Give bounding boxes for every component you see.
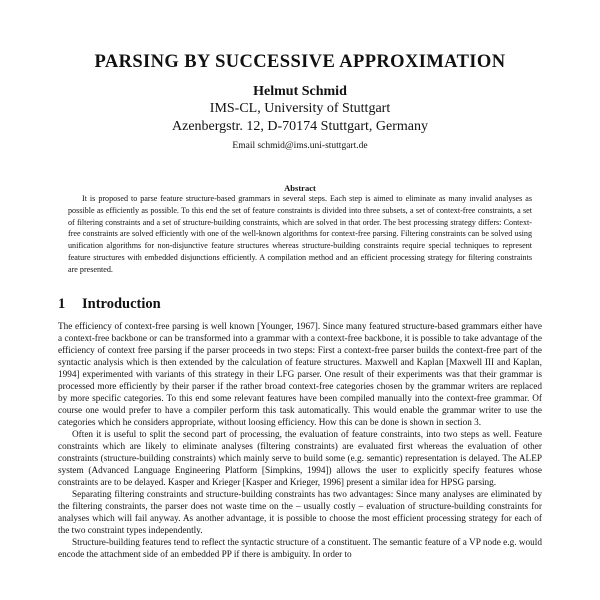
paragraph: Structure-building features tend to reflect the syntactic structure of a constituent. The semantic feature of a VP node e.g. would encode the attachment side of an embedded PP if there is ambiguity. In order to — [58, 538, 542, 560]
author-email: Email schmid@ims.uni-stuttgart.de — [232, 141, 368, 151]
abstract-text: It is proposed to parse feature structure-based grammars in several steps. Each step is aimed to eliminate as many invalid analyses as possible as efficiently as possible. To this end the set of feature constraints is divided into three subsets, a set of context-free constraints, a set of filtering constraints and a set of structure-building constraints, which are solved in that order. The best processing strategy differs: Context-free constraints are solved efficiently with one of the well-known algorithms for context-free parsing. Filtering constraints can be solved using unification algorithms for non-disjunctive feature structures whereas structure-building constraints require special techniques to represent feature structures with embedded disjunctions efficiently. A compilation method and an efficient processing strategy for filtering constraints are presented. — [68, 194, 532, 274]
paper-title: PARSING BY SUCCESSIVE APPROXIMATION — [94, 52, 506, 72]
section-number: 1 — [58, 296, 66, 312]
paragraph: The efficiency of context-free parsing is well known [Younger, 1967]. Since many featured structure-based grammars either have a context-free backbone or can be transformed into a grammar with a context-free backbone, it is possible to take advantage of the efficiency of context free parsing if the parser proceeds in two steps: First a context-free parser builds the context-free part of the syntactic analysis which is then extended by the calculation of feature structures. Maxwell and Kaplan [Maxwell III and Kaplan, 1994] experimented with variants of this strategy in their LFG parser. One result of their experiments was that their grammar is processed more efficiently by their parser if the rather broad context-free categories chosen by the grammar writers are replaced by more specific categories. To this end some relevant features have been compiled manually into the context-free grammar. Of course one would prefer to have a compiler perform this task automatically. This would enable the grammar writer to use the categories which he considers appropriate, without loosing efficiency. How this can be done is shown in section 3. — [58, 322, 542, 428]
section-title: Introduction — [82, 296, 161, 312]
paragraph: Separating filtering constraints and structure-building constraints has two advantages: Since many analyses are eliminated by the filtering constraints, the parser does not waste time on the – usually costly – evaluation of structure-building constraints for analyses which will fail anyway. As another advantage, it is possible to choose the most efficient processing strategy for each of the two constraint types independently. — [58, 490, 542, 536]
affiliation-line-2: Azenbergstr. 12, D-70174 Stuttgart, Germany — [172, 119, 428, 134]
affiliation-line-1: IMS-CL, University of Stuttgart — [209, 101, 391, 116]
abstract-heading: Abstract — [284, 183, 316, 193]
section-heading — [58, 296, 161, 313]
paragraph: Often it is useful to split the second part of processing, the evaluation of feature constraints, into two steps as well. Feature constraints which are likely to eliminate analyses (filtering constraints) are evaluated first whereas the evaluation of other constraints (structure-building constraints) which mainly serve to build some (e.g. semantic) representation is delayed. The ALEP system (Advanced Language Engineering Platform [Simpkins, 1994]) allows the user to explicitly specify features whose constraints are to be delayed. Kasper and Krieger [Kasper and Krieger, 1996] present a similar idea for HPSG parsing. — [58, 430, 542, 488]
author-name: Helmut Schmid — [253, 84, 347, 99]
body-text — [58, 321, 542, 561]
